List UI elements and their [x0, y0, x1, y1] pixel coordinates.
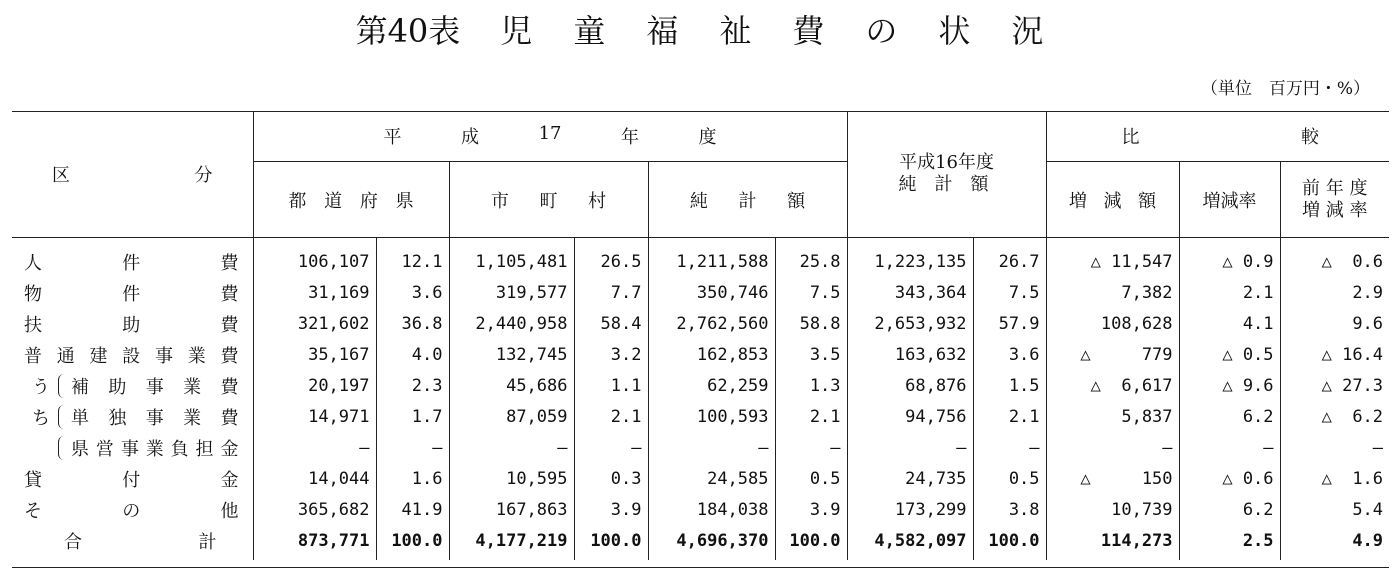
cell-prev-rate: 9.6 [1280, 308, 1389, 339]
cell-pref-amount: 31,169 [253, 277, 376, 308]
prev-rate-header-line1: 前 年 度 [1302, 177, 1368, 199]
row-label-text [24, 249, 239, 275]
cell-pref-ratio: 41.9 [376, 494, 449, 525]
row-label [12, 308, 253, 339]
cell-net-ratio: 1.3 [775, 370, 847, 401]
page-title [0, 6, 1400, 52]
cell-net-amount: 1,211,588 [648, 238, 775, 278]
prefecture-header-char: 道 [324, 190, 343, 212]
category-header [12, 111, 253, 238]
h17-header [253, 111, 847, 162]
cell-muni-amount: 319,577 [449, 277, 574, 308]
row-label-char: 人 [24, 252, 42, 274]
row-label-text [24, 342, 239, 368]
cell-net-ratio: 25.8 [775, 238, 847, 278]
h16-header-char: 純 [898, 174, 917, 195]
cell-pref-ratio: 1.7 [376, 401, 449, 432]
cell-diff-rate: △ 0.9 [1179, 238, 1280, 278]
cell-muni-amount: 132,745 [449, 339, 574, 370]
row-label-char: 合 [64, 531, 82, 553]
cell-h16-ratio: 2.1 [973, 401, 1046, 432]
row-label-char: 事 [155, 345, 173, 367]
cell-diff-amount: 114,273 [1046, 525, 1179, 560]
cell-h16-amount: — [847, 432, 973, 463]
row-label-char: 事 [120, 438, 139, 460]
row-label [12, 238, 253, 278]
row-label-text [24, 466, 239, 492]
row-label-char: 費 [220, 407, 239, 429]
cell-muni-ratio: 3.9 [574, 494, 648, 525]
cell-h16-amount: 163,632 [847, 339, 973, 370]
cell-net-ratio: 3.5 [775, 339, 847, 370]
cell-prev-rate: — [1280, 432, 1389, 463]
row-label-char: 業 [183, 407, 202, 429]
row-label [12, 339, 253, 370]
row-label-char: 貸 [24, 469, 42, 491]
cell-pref-amount: 20,197 [253, 370, 376, 401]
cell-prev-rate: △ 16.4 [1280, 339, 1389, 370]
sub-group-char: ち [32, 407, 50, 429]
brace-mark [58, 374, 67, 398]
title-char: 童 [573, 12, 607, 50]
cell-diff-rate: 2.5 [1179, 525, 1280, 560]
h16-header-char: 額 [970, 174, 989, 195]
row-label-char: 業 [183, 376, 202, 398]
cell-h16-amount: 94,756 [847, 401, 973, 432]
category-header-char: 区 [52, 165, 70, 186]
cell-muni-amount: 167,863 [449, 494, 574, 525]
row-label-char: 負 [170, 438, 189, 460]
cell-muni-ratio: 26.5 [574, 238, 648, 278]
table-row [12, 308, 1389, 339]
cell-diff-rate: △ 0.5 [1179, 339, 1280, 370]
table-row [12, 339, 1389, 370]
cell-diff-amount: △ 779 [1046, 339, 1179, 370]
row-label-char: 費 [220, 376, 239, 398]
cell-diff-amount: — [1046, 432, 1179, 463]
cell-muni-amount: 1,105,481 [449, 238, 574, 278]
cell-diff-amount: △ 150 [1046, 463, 1179, 494]
cell-diff-amount: 108,628 [1046, 308, 1179, 339]
cell-h16-ratio: 0.5 [973, 463, 1046, 494]
row-label-char: 建 [89, 345, 108, 367]
net-total-header-char: 額 [787, 190, 806, 212]
sub-group-char: う [32, 376, 50, 398]
cell-diff-rate: — [1179, 432, 1280, 463]
row-label-char: 担 [195, 438, 214, 460]
row-label-chars [71, 435, 239, 461]
cell-pref-ratio: — [376, 432, 449, 463]
row-label-char: 営 [95, 438, 114, 460]
row-label-char: 金 [220, 438, 239, 460]
h17-header-char: 年 [621, 127, 639, 148]
cell-muni-amount: 10,595 [449, 463, 574, 494]
row-label-char: そ [24, 500, 42, 522]
cell-pref-ratio: 3.6 [376, 277, 449, 308]
cell-h16-ratio: 100.0 [973, 525, 1046, 560]
cell-diff-rate: 6.2 [1179, 494, 1280, 525]
cell-muni-ratio: — [574, 432, 648, 463]
h16-header [847, 111, 1046, 238]
cell-net-amount: 4,696,370 [648, 525, 775, 560]
cell-net-ratio: 3.9 [775, 494, 847, 525]
cell-pref-amount: 106,107 [253, 238, 376, 278]
table-row [12, 238, 1389, 278]
unit-note: （単位 百万円・%） [1200, 79, 1370, 99]
cell-net-amount: 184,038 [648, 494, 775, 525]
cell-prev-rate: △ 6.2 [1280, 401, 1389, 432]
net-total-header-char: 計 [738, 190, 757, 212]
row-label-char: の [122, 500, 141, 522]
cell-diff-rate: △ 0.6 [1179, 463, 1280, 494]
row-label-char: 事 [145, 407, 164, 429]
row-label [12, 277, 253, 308]
h17-header-char: 度 [698, 127, 717, 148]
cell-muni-amount: 4,177,219 [449, 525, 574, 560]
cell-h16-ratio: 26.7 [973, 238, 1046, 278]
comparison-header [1046, 111, 1389, 162]
h17-header-char: 平 [383, 127, 402, 148]
diff-header [1046, 162, 1179, 238]
cell-pref-ratio: 2.3 [376, 370, 449, 401]
row-label-char: 費 [220, 314, 239, 336]
cell-net-amount: 100,593 [648, 401, 775, 432]
row-label-char: 費 [220, 345, 239, 367]
row-label-char: 事 [145, 376, 164, 398]
row-label-char: 補 [71, 376, 89, 398]
row-label-text [24, 435, 239, 461]
cell-muni-ratio: 3.2 [574, 339, 648, 370]
brace-mark [58, 436, 67, 460]
title-char: 費 [792, 12, 826, 50]
diff-header-char: 増 [1068, 190, 1087, 212]
cell-muni-amount: 45,686 [449, 370, 574, 401]
h17-header-char: 17 [538, 123, 562, 144]
title-char: 福 [646, 12, 680, 50]
cell-prev-rate: △ 27.3 [1280, 370, 1389, 401]
cell-net-amount: 62,259 [648, 370, 775, 401]
cell-h16-ratio: 57.9 [973, 308, 1046, 339]
cell-prev-rate: 5.4 [1280, 494, 1389, 525]
row-label [12, 432, 253, 463]
cell-h16-amount: 1,223,135 [847, 238, 973, 278]
municipality-header-char: 村 [588, 190, 607, 212]
comparison-header-char: 較 [1301, 127, 1320, 148]
row-label-char: 費 [220, 283, 239, 305]
cell-prev-rate: △ 1.6 [1280, 463, 1389, 494]
cell-pref-ratio: 4.0 [376, 339, 449, 370]
cell-h16-ratio: 3.8 [973, 494, 1046, 525]
title-char: 状 [938, 12, 972, 50]
row-label-chars [71, 404, 239, 430]
row-label-char: 業 [187, 345, 206, 367]
cell-net-ratio: — [775, 432, 847, 463]
table-body [12, 238, 1389, 561]
row-label-char: 業 [145, 438, 164, 460]
cell-muni-amount: 2,440,958 [449, 308, 574, 339]
row-label-chars [71, 373, 239, 399]
category-header-char: 分 [194, 165, 213, 186]
cell-pref-amount: 14,971 [253, 401, 376, 432]
row-label-char: 単 [71, 407, 89, 429]
cell-h16-amount: 173,299 [847, 494, 973, 525]
cell-muni-amount: 87,059 [449, 401, 574, 432]
table-number: 第40表 [355, 12, 461, 50]
cell-pref-ratio: 12.1 [376, 238, 449, 278]
cell-net-ratio: 58.8 [775, 308, 847, 339]
cell-pref-amount: 14,044 [253, 463, 376, 494]
h16-header-line1: 平成16年度 [899, 152, 994, 173]
net-total-header-char: 純 [689, 190, 708, 212]
row-label [12, 525, 253, 560]
cell-diff-amount: △ 6,617 [1046, 370, 1179, 401]
prefecture-header-char: 府 [359, 190, 378, 212]
cell-diff-rate: 4.1 [1179, 308, 1280, 339]
cell-diff-amount: 10,739 [1046, 494, 1179, 525]
cell-pref-amount: 873,771 [253, 525, 376, 560]
cell-net-ratio: 0.5 [775, 463, 847, 494]
cell-muni-ratio: 2.1 [574, 401, 648, 432]
cell-muni-ratio: 1.1 [574, 370, 648, 401]
table-row [12, 463, 1389, 494]
title-char: 況 [1011, 12, 1045, 50]
row-label-char: 金 [220, 469, 239, 491]
total-row [12, 525, 1389, 560]
welfare-expense-table [12, 111, 1389, 560]
row-label [12, 401, 253, 432]
prefecture-header-char: 都 [288, 190, 307, 212]
diff-header-char: 減 [1103, 190, 1122, 212]
cell-h16-amount: 2,653,932 [847, 308, 973, 339]
comparison-header-char: 比 [1121, 127, 1140, 148]
municipality-header-char: 町 [539, 190, 558, 212]
prev-rate-header-line2: 増 減 率 [1302, 199, 1368, 221]
municipality-header [449, 162, 648, 238]
row-label-char: 物 [24, 283, 42, 305]
cell-prev-rate: △ 0.6 [1280, 238, 1389, 278]
table-row [12, 432, 1389, 463]
cell-h16-amount: 68,876 [847, 370, 973, 401]
prefecture-header-char: 県 [395, 190, 414, 212]
cell-h16-ratio: 3.6 [973, 339, 1046, 370]
row-label-char: 助 [108, 376, 127, 398]
diff-header-char: 額 [1138, 190, 1157, 212]
row-label-char: 設 [122, 345, 141, 367]
cell-h16-amount: 4,582,097 [847, 525, 973, 560]
municipality-header-char: 市 [490, 190, 509, 212]
row-label [12, 494, 253, 525]
cell-net-ratio: 2.1 [775, 401, 847, 432]
cell-diff-amount: 7,382 [1046, 277, 1179, 308]
cell-pref-ratio: 100.0 [376, 525, 449, 560]
cell-pref-amount: — [253, 432, 376, 463]
row-label-char: 通 [56, 345, 75, 367]
cell-muni-ratio: 100.0 [574, 525, 648, 560]
row-label-text [24, 311, 239, 337]
cell-muni-amount: — [449, 432, 574, 463]
prefecture-header [253, 162, 449, 238]
diff-rate-header: 増減率 [1179, 162, 1280, 238]
prev-rate-header [1280, 162, 1389, 238]
net-total-header [648, 162, 847, 238]
row-label-char: 計 [198, 531, 217, 553]
row-label-text [24, 528, 239, 554]
row-label-text [24, 404, 239, 430]
cell-diff-rate: 2.1 [1179, 277, 1280, 308]
row-label-char: 費 [220, 252, 239, 274]
row-label-char: 件 [122, 252, 141, 274]
cell-diff-amount: △ 11,547 [1046, 238, 1179, 278]
cell-net-amount: 24,585 [648, 463, 775, 494]
title-char: 児 [500, 12, 534, 50]
cell-net-ratio: 100.0 [775, 525, 847, 560]
row-label [12, 370, 253, 401]
table-row [12, 494, 1389, 525]
cell-muni-ratio: 0.3 [574, 463, 648, 494]
cell-net-amount: 350,746 [648, 277, 775, 308]
row-label [12, 463, 253, 494]
cell-diff-rate: 6.2 [1179, 401, 1280, 432]
row-label-char: 県 [71, 438, 89, 460]
row-label-char: 扶 [24, 314, 42, 336]
row-label-char: 普 [24, 345, 42, 367]
row-label-char: 件 [122, 283, 141, 305]
title-char: の [865, 12, 899, 50]
cell-prev-rate: 4.9 [1280, 525, 1389, 560]
row-label-text [24, 280, 239, 306]
cell-muni-ratio: 7.7 [574, 277, 648, 308]
cell-net-amount: — [648, 432, 775, 463]
table-row [12, 370, 1389, 401]
cell-h16-ratio: 1.5 [973, 370, 1046, 401]
cell-pref-amount: 365,682 [253, 494, 376, 525]
row-label-text [24, 373, 239, 399]
table-row [12, 277, 1389, 308]
brace-mark [58, 405, 67, 429]
cell-pref-amount: 321,602 [253, 308, 376, 339]
cell-net-amount: 2,762,560 [648, 308, 775, 339]
cell-diff-rate: △ 9.6 [1179, 370, 1280, 401]
cell-net-ratio: 7.5 [775, 277, 847, 308]
cell-prev-rate: 2.9 [1280, 277, 1389, 308]
cell-h16-amount: 343,364 [847, 277, 973, 308]
cell-h16-ratio: — [973, 432, 1046, 463]
cell-diff-amount: 5,837 [1046, 401, 1179, 432]
row-label-char: 付 [122, 469, 141, 491]
row-label-char: 独 [108, 407, 127, 429]
cell-net-amount: 162,853 [648, 339, 775, 370]
row-label-char: 助 [122, 314, 141, 336]
row-label-text [24, 497, 239, 523]
cell-muni-ratio: 58.4 [574, 308, 648, 339]
title-char: 祉 [719, 12, 753, 50]
table-row [12, 401, 1389, 432]
h17-header-char: 成 [461, 127, 480, 148]
cell-pref-ratio: 1.6 [376, 463, 449, 494]
cell-h16-amount: 24,735 [847, 463, 973, 494]
cell-h16-ratio: 7.5 [973, 277, 1046, 308]
row-label-char: 他 [220, 500, 239, 522]
cell-pref-ratio: 36.8 [376, 308, 449, 339]
h16-header-char: 計 [934, 174, 953, 195]
cell-pref-amount: 35,167 [253, 339, 376, 370]
